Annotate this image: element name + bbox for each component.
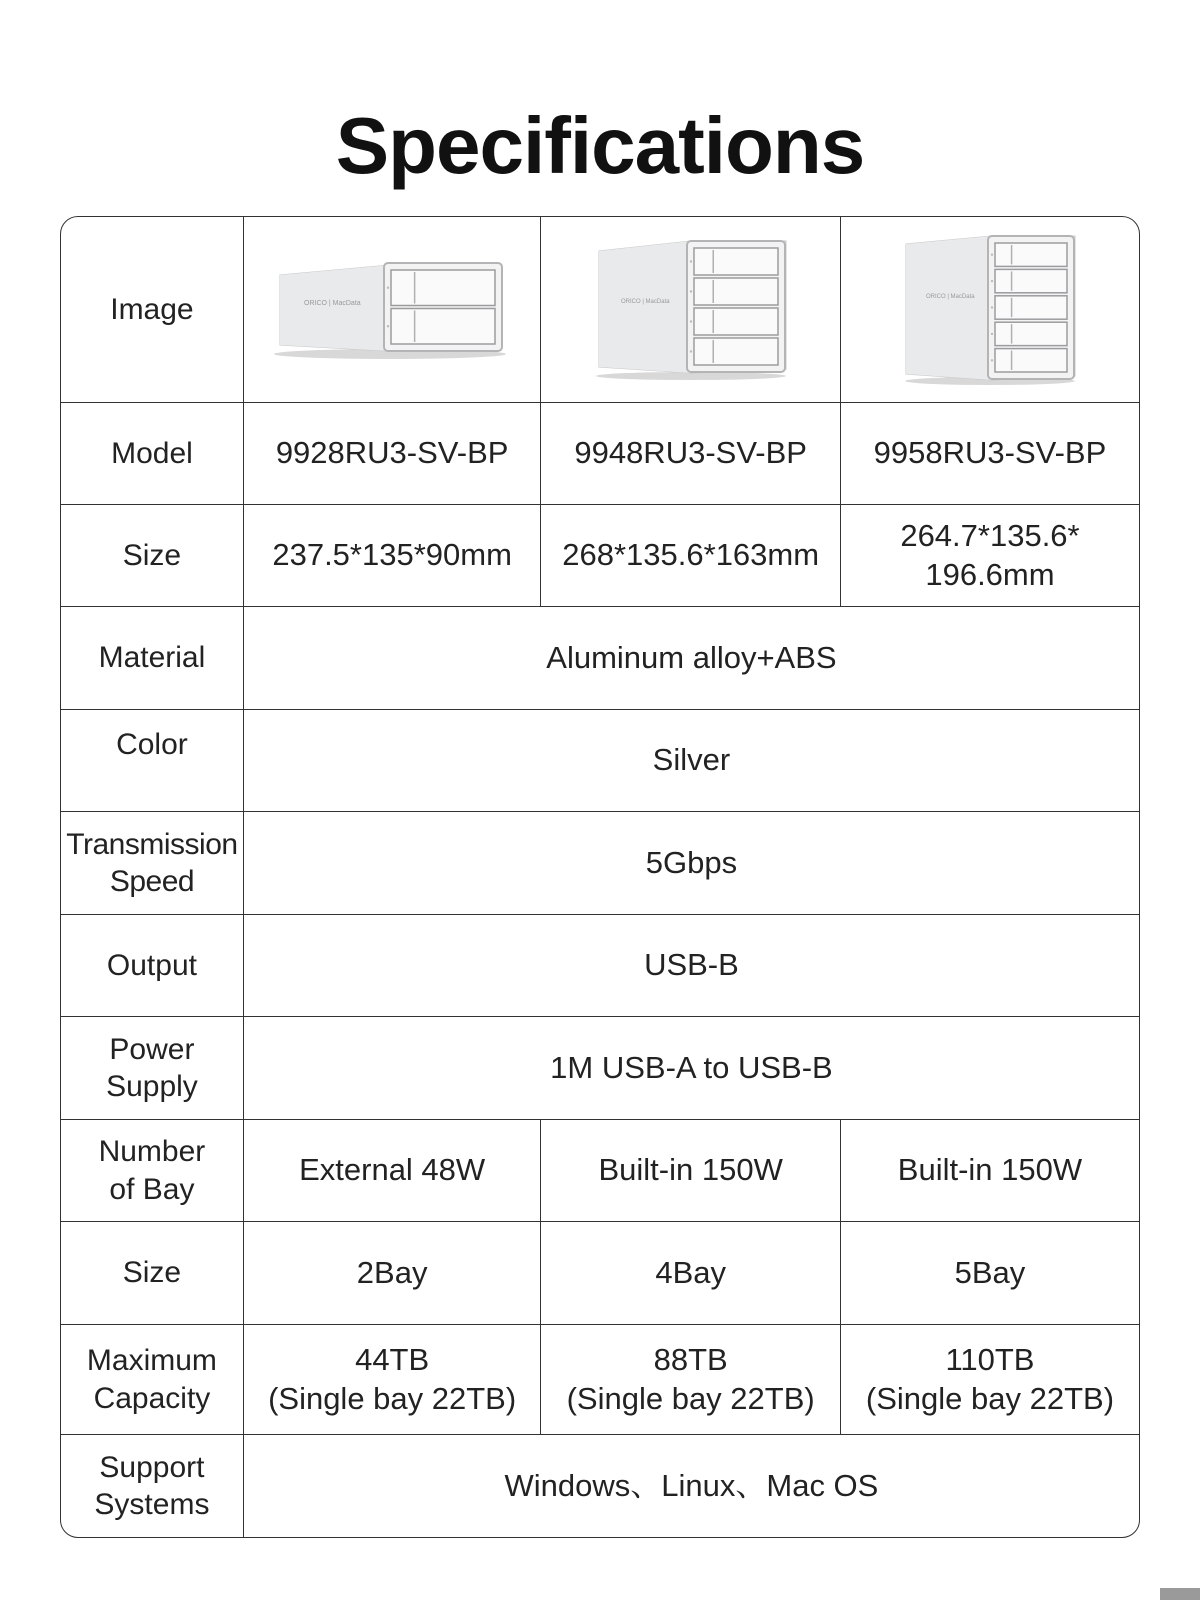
row-label-size-bay: Size: [61, 1222, 243, 1325]
drive-bay: [995, 296, 1067, 319]
label-line-2: Speed: [109, 865, 195, 899]
label-line-1: Transmission: [66, 827, 238, 861]
page-title: Specifications: [335, 101, 865, 190]
output-value: USB-B: [243, 915, 1139, 1017]
label-line-1: Maximum: [86, 1344, 217, 1378]
drive-bay: [995, 349, 1067, 372]
support-systems-value: Windows、Linux、Mac OS: [243, 1435, 1139, 1537]
label-line-1: Number: [98, 1135, 206, 1169]
row-transmission: [61, 812, 1139, 915]
size-bay-cell-1: 2Bay: [243, 1222, 541, 1325]
product-image-cell-1: [243, 217, 541, 403]
bay-latch: [414, 272, 416, 304]
bay-latch: [1011, 245, 1013, 264]
drive-bay: [694, 278, 778, 305]
label-line-2: Capacity: [93, 1381, 211, 1415]
bay-latch: [712, 250, 714, 273]
row-model: [61, 403, 1139, 505]
capacity-cell-1: [243, 1325, 541, 1435]
row-image: [61, 217, 1139, 403]
bay-led: [991, 306, 993, 308]
row-label-size: Size: [61, 505, 243, 607]
drive-bay: [694, 338, 778, 365]
brand-label: ORICO | MacData: [620, 299, 670, 306]
bay-led: [689, 290, 691, 292]
capacity-value: 110TB: [945, 1342, 1035, 1378]
bay-led: [991, 359, 993, 361]
size-cell-3: [840, 505, 1139, 607]
product-image-cell-3: [840, 217, 1139, 403]
size-cell-1: 237.5*135*90mm: [243, 505, 541, 607]
size-bay-cell-3: 5Bay: [840, 1222, 1139, 1325]
bay-latch: [414, 311, 416, 343]
label-line-1: Support: [99, 1450, 205, 1484]
row-label-power: [61, 1017, 243, 1120]
row-material: [61, 607, 1139, 710]
bay-led: [991, 280, 993, 282]
bay-latch: [712, 280, 714, 303]
bay-led: [387, 325, 389, 327]
capacity-note: (Single bay 22TB): [566, 1380, 815, 1416]
product-image-cell-2: [541, 217, 841, 403]
size-line-1: 264.7*135.6*: [900, 517, 1080, 553]
model-cell-1: 9928RU3-SV-BP: [243, 403, 541, 505]
bay-led: [991, 333, 993, 335]
size-cell-2: 268*135.6*163mm: [541, 505, 841, 607]
drive-bay: [391, 270, 495, 306]
capacity-cell-3: [840, 1325, 1139, 1435]
drive-bay: [995, 269, 1067, 292]
capacity-note: (Single bay 22TB): [268, 1380, 517, 1416]
transmission-value: 5Gbps: [243, 812, 1139, 915]
drive-bay: [995, 243, 1067, 266]
capacity-value: 88TB: [653, 1342, 728, 1378]
size-bay-cell-2: 4Bay: [541, 1222, 841, 1325]
bay-group: [991, 243, 1067, 372]
bay-latch: [712, 340, 714, 363]
row-label-output: Output: [61, 915, 243, 1017]
model-cell-3: 9958RU3-SV-BP: [840, 403, 1139, 505]
bay-led: [991, 254, 993, 256]
capacity-value: 44TB: [355, 1342, 430, 1378]
row-output: [61, 915, 1139, 1017]
bay-latch: [712, 310, 714, 333]
row-label-support-systems: [61, 1435, 243, 1537]
brand-label: ORICO | MacData: [304, 300, 361, 308]
capacity-cell-2: [541, 1325, 841, 1435]
bay-led: [387, 287, 389, 289]
row-label-capacity: [61, 1325, 243, 1435]
color-value: Silver: [243, 710, 1139, 812]
row-size: [61, 505, 1139, 607]
product-image-2bay: [272, 257, 512, 362]
capacity-note: (Single bay 22TB): [865, 1380, 1115, 1416]
bay-latch: [1011, 351, 1013, 370]
brand-label: ORICO | MacData: [925, 294, 975, 301]
label-line-2: of Bay: [109, 1172, 195, 1206]
bay-led: [689, 320, 691, 322]
label-line-2: Systems: [94, 1488, 210, 1522]
drive-bay: [391, 309, 495, 345]
bay-cell-1: External 48W: [243, 1120, 541, 1222]
label-line-1: Power: [109, 1032, 195, 1066]
row-number-of-bay: [61, 1120, 1139, 1222]
size-line-2: 196.6mm: [925, 556, 1055, 592]
material-value: Aluminum alloy+ABS: [243, 607, 1139, 710]
row-label-number-of-bay: [61, 1120, 243, 1222]
bay-cell-3: Built-in 150W: [840, 1120, 1139, 1222]
row-label-transmission: [61, 812, 243, 915]
drive-bay: [694, 248, 778, 275]
bay-latch: [1011, 298, 1013, 317]
row-label-color: Color: [61, 710, 243, 812]
bay-latch: [1011, 324, 1013, 343]
scrollbar-thumb[interactable]: [1160, 1588, 1200, 1600]
spec-table: [60, 216, 1140, 1538]
bay-latch: [1011, 271, 1013, 290]
row-label-material: Material: [61, 607, 243, 710]
power-value: 1M USB-A to USB-B: [243, 1017, 1139, 1120]
label-line-2: Supply: [106, 1070, 198, 1104]
row-label-model: Model: [61, 403, 243, 505]
model-cell-2: 9948RU3-SV-BP: [541, 403, 841, 505]
row-size-bay: [61, 1222, 1139, 1325]
row-color: [61, 710, 1139, 812]
row-capacity: [61, 1325, 1139, 1435]
row-support-systems: [61, 1435, 1139, 1537]
row-power: [61, 1017, 1139, 1120]
drive-bay: [694, 308, 778, 335]
drive-bay: [995, 322, 1067, 345]
product-image-5bay: [900, 232, 1080, 387]
bay-led: [689, 260, 691, 262]
product-image-4bay: [591, 237, 791, 382]
bay-led: [689, 350, 691, 352]
row-label-image: Image: [61, 217, 243, 403]
bay-cell-2: Built-in 150W: [541, 1120, 841, 1222]
